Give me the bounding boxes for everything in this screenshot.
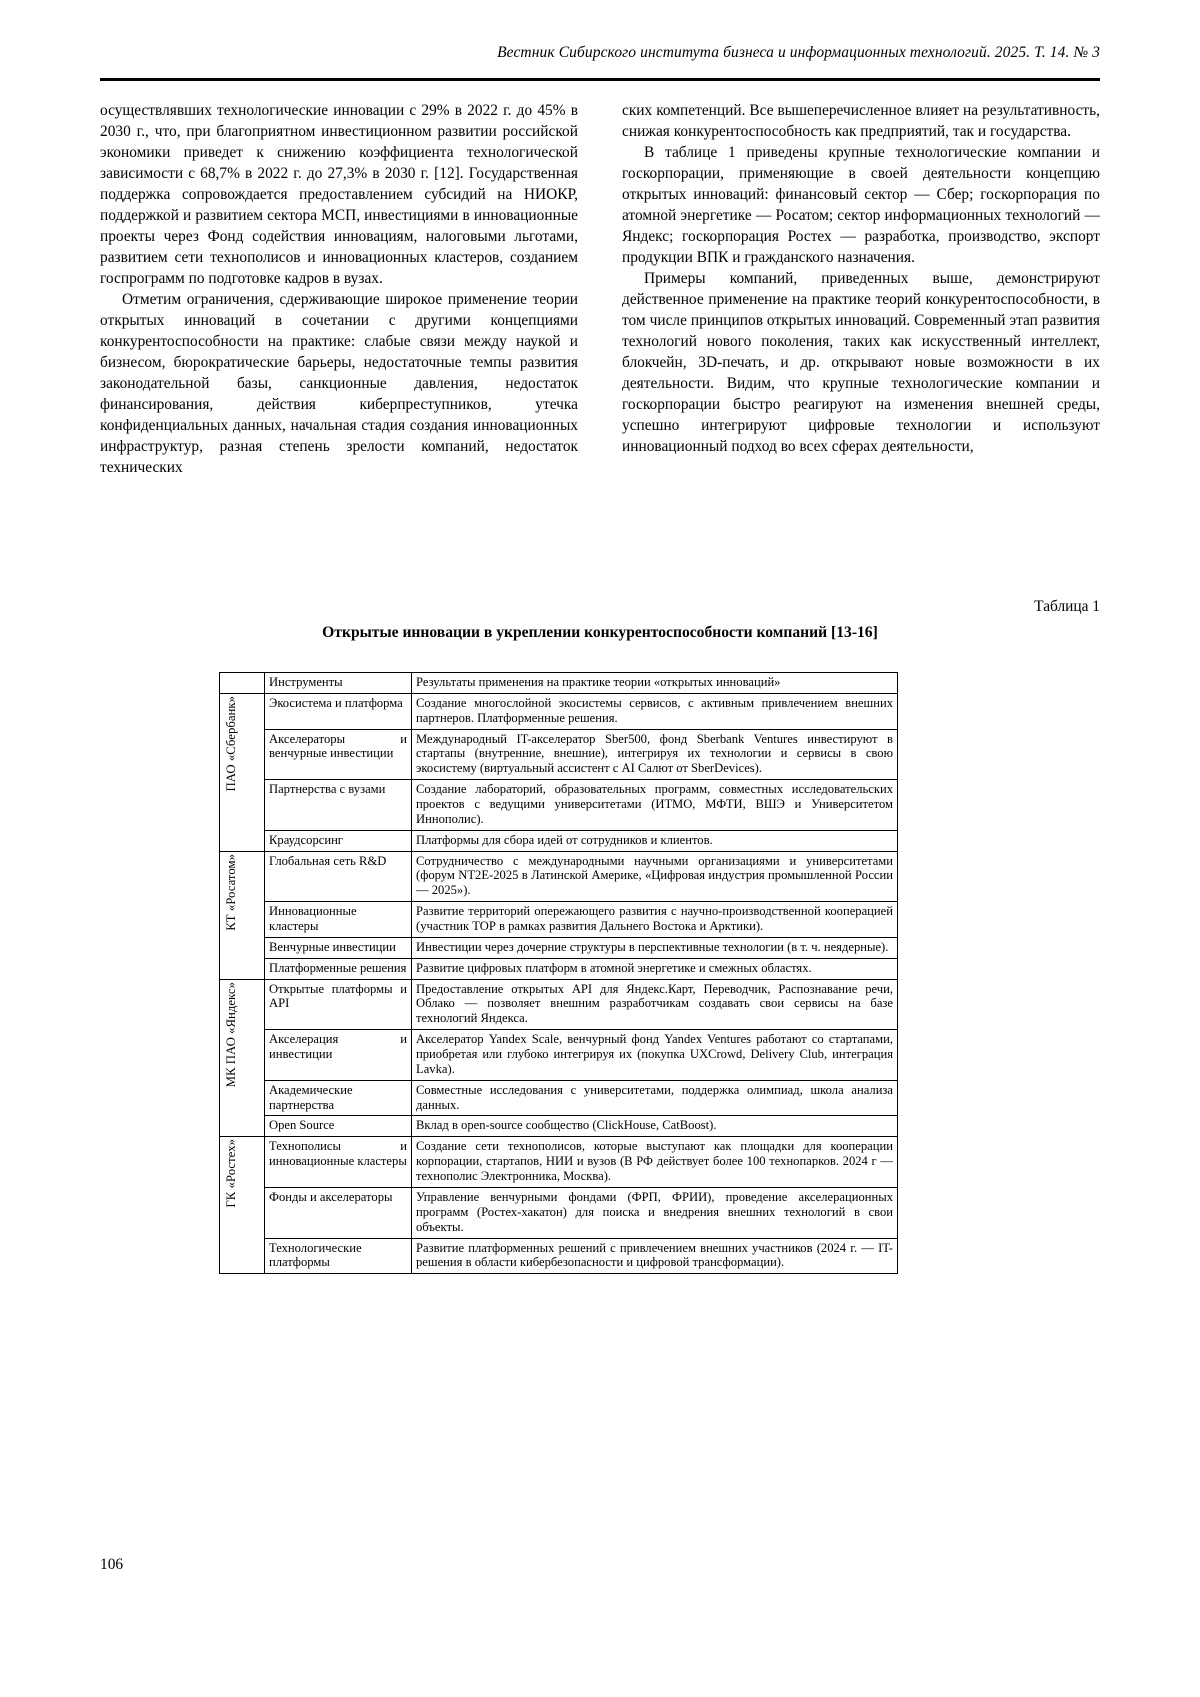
table-row — [220, 1187, 898, 1238]
tool-cell: Краудсорсинг — [265, 830, 412, 851]
result-cell: Развитие цифровых платформ в атомной энергетике и смежных областях. — [412, 958, 898, 979]
table-row — [220, 902, 898, 938]
running-header: Вестник Сибирского института бизнеса и информационных технологий. 2025. Т. 14. № 3 — [497, 44, 1100, 61]
tool-cell: Акселерация и инвестиции — [265, 1030, 412, 1081]
table-row — [220, 729, 898, 780]
table-row — [220, 1030, 898, 1081]
table-row — [220, 851, 898, 902]
result-cell: Совместные исследования с университетами, поддержка олимпиад, школа анализа данных. — [412, 1080, 898, 1116]
result-cell: Инвестиции через дочерние структуры в перспективные технологии (в т. ч. неядерные). — [412, 937, 898, 958]
paragraph: Примеры компаний, приведенных выше, демонстрируют действенное применение на практике теорий конкурентоспособности, в том числе принципов открытых инноваций. Современный этап развития технологий нового поколения, таких как искусственный интеллект, блокчейн, 3D-печать, и др. открывают новые возможности в их деятельности. Видим, что крупные технологические компании и госкорпорации быстро реагируют на изменения внешней среды, успешно интегрируют цифровые технологии и используют инновационный подход во всех сферах деятельности, — [622, 270, 1100, 456]
table-row — [220, 979, 898, 1030]
corner-cell — [220, 673, 265, 694]
tool-cell: Open Source — [265, 1116, 412, 1137]
table-row — [220, 1137, 898, 1188]
paragraph: В таблице 1 приведены крупные технологические компании и госкорпорации, применяющие в своей деятельности концепцию открытых инноваций: финансовый сектор — Сбер; госкорпорация по атомной энергетике — Росатом; сектор информационных технологий — Яндекс; госкорпорация Ростех — разработка, производство, экспорт продукции ВПК и гражданского назначения. — [622, 144, 1100, 267]
left-column — [100, 100, 578, 478]
table-row — [220, 830, 898, 851]
tool-cell: Платформенные решения — [265, 958, 412, 979]
table-row — [220, 1080, 898, 1116]
table-row — [220, 937, 898, 958]
group-label-rostec: ГК «Ростех» — [220, 1137, 265, 1274]
header-divider — [100, 78, 1100, 81]
group-label-rosatom: КТ «Росатом» — [220, 851, 265, 979]
paragraph: ских компетенций. Все вышеперечисленное влияет на результативность, снижая конкурентоспособность как предприятий, так и государства. — [622, 102, 1100, 141]
table-row — [220, 1238, 898, 1274]
result-cell: Вклад в open-source сообщество (ClickHouse, CatBoost). — [412, 1116, 898, 1137]
result-cell: Создание сети технополисов, которые выступают как площадки для кооперации корпорации, стартапов, НИИ и вузов (В РФ действует более 100 технопарков. 2024 г — технополис Электронника, Москва). — [412, 1137, 898, 1188]
column-header-tools: Инструменты — [265, 673, 412, 694]
table-number: Таблица 1 — [1034, 598, 1100, 615]
table-row — [220, 958, 898, 979]
table-title: Открытые инновации в укреплении конкурентоспособности компаний [13-16] — [322, 624, 878, 641]
result-cell: Создание многослойной экосистемы сервисов, с активным привлечением внешних партнеров. Платформенные решения. — [412, 693, 898, 729]
tool-cell: Акселераторы и венчурные инвестиции — [265, 729, 412, 780]
tool-cell: Фонды и акселераторы — [265, 1187, 412, 1238]
body-columns — [100, 100, 1100, 478]
tool-cell: Экосистема и платформа — [265, 693, 412, 729]
group-label-sberbank: ПАО «Сбербанк» — [220, 693, 265, 851]
paragraph: осуществлявших технологические инновации с 29% в 2022 г. до 45% в 2030 г., что, при благоприятном инвестиционном развитии российской экономики приведет к снижению коэффициента технологической зависимости с 68,7% в 2022 г. до 27,3% в 2030 г. [12]. Государственная поддержка сопровождается предоставлением субсидий на НИОКР, поддержкой и развитием сектора МСП, инвестициями в инновационные проекты через Фонд содействия инновациям, налоговыми льготами, развитием сети технополисов и инновационных кластеров, созданием госпрограмм по подготовке кадров в вузах. — [100, 102, 578, 288]
tool-cell: Венчурные инвестиции — [265, 937, 412, 958]
tool-cell: Инновационные кластеры — [265, 902, 412, 938]
result-cell: Международный IT-акселератор Sber500, фонд Sberbank Ventures инвестируют в стартапы (внутренние, внешние), интегрируя их технологии и сервисы в свою экосистему (виртуальный ассистент с AI Салют от SberDevices). — [412, 729, 898, 780]
right-column — [622, 100, 1100, 478]
table-header-row — [220, 673, 898, 694]
group-label-yandex: МК ПАО «Яндекс» — [220, 979, 265, 1137]
page-number: 106 — [100, 1556, 124, 1573]
result-cell: Развитие платформенных решений с привлечением внешних участников (2024 г. — IT-решения в области кибербезопасности и цифровой трансформации). — [412, 1238, 898, 1274]
column-header-results: Результаты применения на практике теории «открытых инноваций» — [412, 673, 898, 694]
result-cell: Платформы для сбора идей от сотрудников и клиентов. — [412, 830, 898, 851]
result-cell: Акселератор Yandex Scale, венчурный фонд Yandex Ventures работают со стартапами, приобретая или глубоко интегрируя их (покупка UXCrowd, Delivery Club, интеграция Lavka). — [412, 1030, 898, 1081]
tool-cell: Технополисы и инновационные кластеры — [265, 1137, 412, 1188]
tool-cell: Партнерства с вузами — [265, 780, 412, 831]
tool-cell: Открытые платформы и API — [265, 979, 412, 1030]
table-container — [219, 672, 898, 1274]
tool-cell: Академические партнерства — [265, 1080, 412, 1116]
table-row — [220, 1116, 898, 1137]
table-row — [220, 693, 898, 729]
result-cell: Создание лабораторий, образовательных программ, совместных исследовательских проектов с ведущими университетами (ИТМО, МФТИ, ВШЭ и Университетом Иннополис). — [412, 780, 898, 831]
result-cell: Развитие территорий опережающего развития с научно-производственной кооперацией (участник ТОР в рамках развития Дальнего Востока и Арктики). — [412, 902, 898, 938]
tool-cell: Глобальная сеть R&D — [265, 851, 412, 902]
table-row — [220, 780, 898, 831]
open-innovation-table — [219, 672, 898, 1274]
result-cell: Сотрудничество с международными научными организациями и университетами (форум NT2E-2025 в Латинской Америке, «Цифровая индустрия промышленной России — 2025»). — [412, 851, 898, 902]
tool-cell: Технологические платформы — [265, 1238, 412, 1274]
paragraph: Отметим ограничения, сдерживающие широкое применение теории открытых инноваций в сочетании с другими концепциями конкурентоспособности на практике: слабые связи между наукой и бизнесом, бюрократические барьеры, недостаточные темпы развития законодательной базы, санкционные давления, недостаток финансирования, действия киберпреступников, утечка конфиденциальных данных, начальная стадия создания инновационных инфраструктур, разная степень зрелости компаний, недостаток технических — [100, 291, 578, 477]
result-cell: Предоставление открытых API для Яндекс.Карт, Переводчик, Распознавание речи, Облако — позволяет внешним разработчикам создавать свои сервисы на базе технологий Яндекса. — [412, 979, 898, 1030]
result-cell: Управление венчурными фондами (ФРП, ФРИИ), проведение акселерационных программ (Ростех-хакатон) для поиска и внедрения внешних технологий в свои объекты. — [412, 1187, 898, 1238]
